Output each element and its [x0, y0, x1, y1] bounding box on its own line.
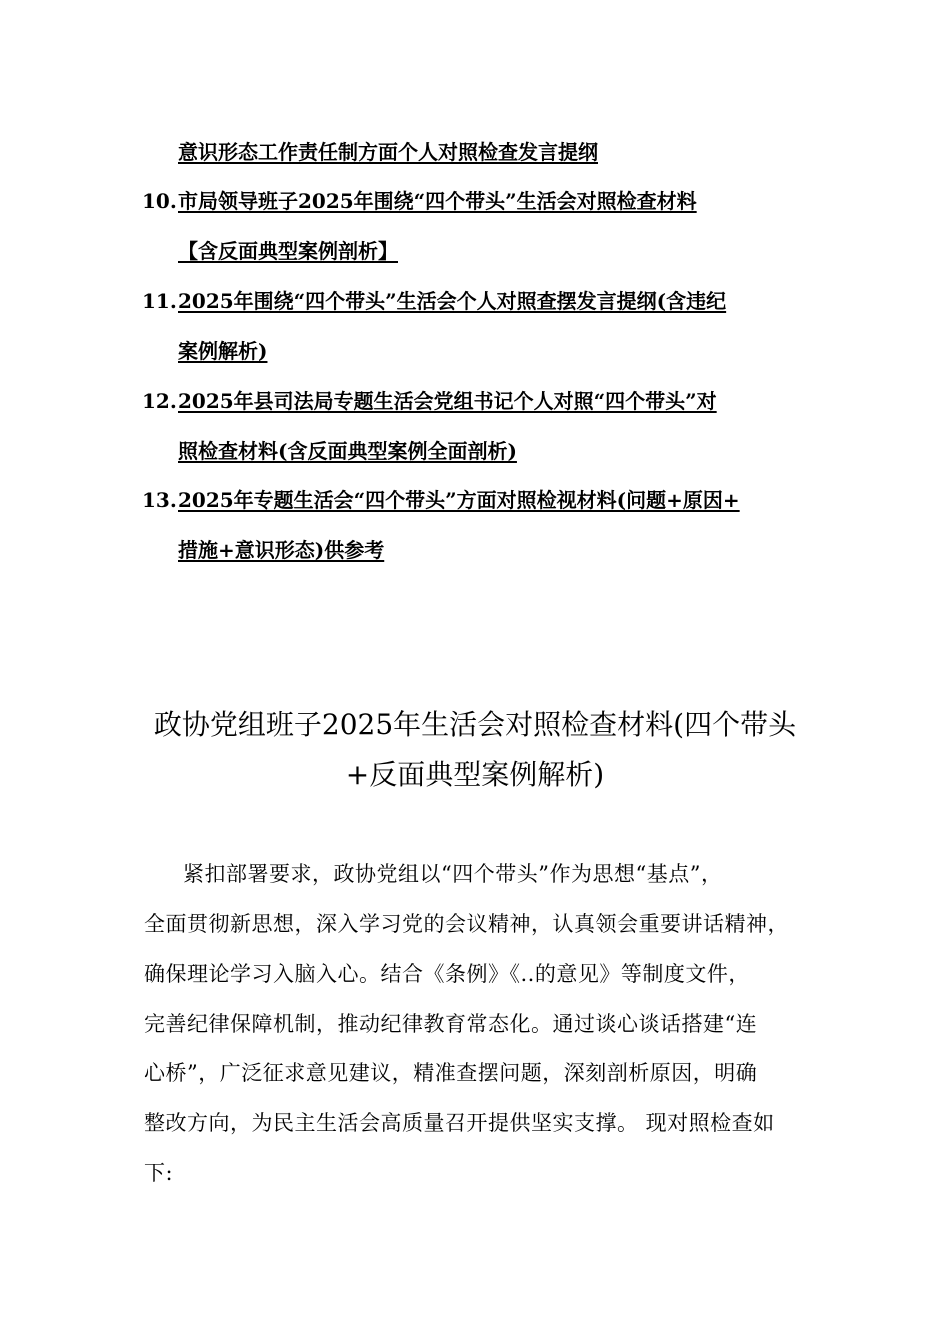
body-line: 确保理论学习入脑入心。结合《条例》《..的意见》等制度文件，: [144, 962, 750, 986]
toc-link-text[interactable]: 意识形态工作责任制方面个人对照检查发言提纲: [178, 140, 598, 164]
toc-link-text[interactable]: 2025年县司法局专题生活会党组书记个人对照“四个带头”对: [178, 389, 717, 413]
body-line: 全面贯彻新思想，深入学习党的会议精神，认真领会重要讲话精神，: [144, 912, 789, 936]
toc-item-number: 10.: [142, 189, 177, 213]
toc-item-number: 11.: [142, 289, 177, 313]
toc-link-text[interactable]: 照检查材料(含反面典型案例全面剖析): [178, 439, 517, 463]
body-line: 下:: [144, 1161, 174, 1185]
body-line: 整改方向，为民主生活会高质量召开提供坚实支撑。 现对照检查如: [144, 1111, 775, 1135]
toc-link-text[interactable]: 措施+意识形态)供参考: [178, 538, 385, 562]
toc-link-text[interactable]: 市局领导班子2025年围绕“四个带头”生活会对照检查材料: [178, 189, 697, 213]
article-title-line-2: +反面典型案例解析): [345, 758, 605, 791]
toc-item-number: 12.: [142, 389, 177, 413]
body-line: 完善纪律保障机制，推动纪律教育常态化。通过谈心谈话搭建“连: [144, 1012, 758, 1036]
body-line: 紧扣部署要求，政协党组以“四个带头”作为思想“基点”，: [183, 862, 723, 886]
toc-item-number: 13.: [142, 488, 177, 512]
article-title-line-1: 政协党组班子2025年生活会对照检查材料(四个带头: [153, 708, 797, 741]
toc-link-text[interactable]: 2025年围绕“四个带头”生活会个人对照查摆发言提纲(含违纪: [178, 289, 727, 313]
body-line: 心桥”，广泛征求意见建议，精准查摆问题，深刻剖析原因，明确: [144, 1061, 758, 1085]
toc-link-text[interactable]: 【含反面典型案例剖析】: [178, 239, 398, 263]
toc-link-text[interactable]: 案例解析): [178, 339, 268, 363]
toc-link-text[interactable]: 2025年专题生活会“四个带头”方面对照检视材料(问题+原因+: [178, 488, 740, 512]
